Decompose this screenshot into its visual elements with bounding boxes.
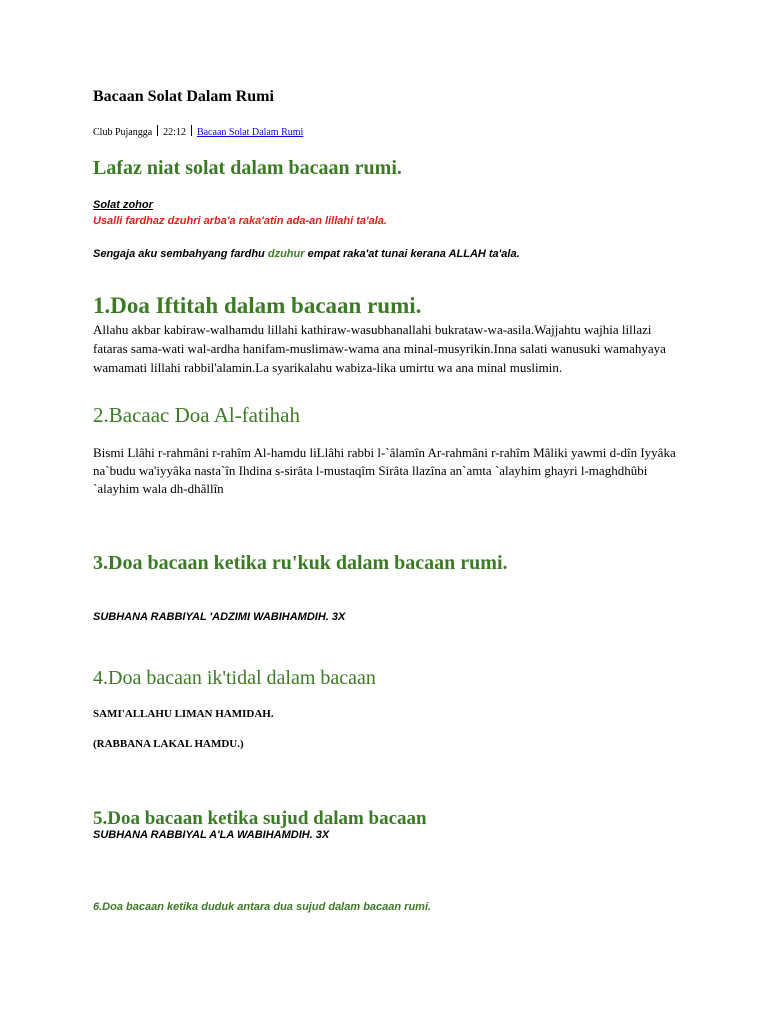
niat-meaning-start: Sengaja aku sembahyang fardhu <box>93 248 268 260</box>
niat-meaning-end: empat raka'at tunai kerana ALLAH ta'ala. <box>304 248 520 260</box>
rukuk-zikir: SUBHANA RABBIYAL 'ADZIMI WABIHAMDIH. 3X <box>93 611 346 623</box>
solat-zohor-label: Solat zohor <box>93 199 153 211</box>
iktidal-line-2: (RABBANA LAKAL HAMDU.) <box>93 738 244 750</box>
heading-iftitah: 1.Doa Iftitah dalam bacaan rumi. <box>93 293 422 318</box>
document-title: Bacaan Solat Dalam Rumi <box>93 88 274 105</box>
post-meta <box>93 125 303 138</box>
post-title-link[interactable]: Bacaan Solat Dalam Rumi <box>196 127 304 138</box>
sujud-zikir: SUBHANA RABBIYAL A'LA WABIHAMDIH. 3X <box>93 829 330 841</box>
heading-iktidal: 4.Doa bacaan ik'tidal dalam bacaan <box>93 667 376 689</box>
niat-meaning-text <box>93 248 520 260</box>
heading-rukuk: 3.Doa bacaan ketika ru'kuk dalam bacaan rumi. <box>93 552 508 574</box>
heading-niat: Lafaz niat solat dalam bacaan rumi. <box>93 157 402 179</box>
fatihah-body: Bismi Llâhi r-rahmâni r-rahîm Al-hamdu liLlâhi rabbi l-`âlamîn Ar-rahmâni r-rahîm Mâliki yawmi d-dîn Iyyâka na`budu wa'iyyâka nasta`în Ihdina s-sirâta l-mustaqîm Sirâta llazîna an`amta `alayhim ghayri l-maghdhûbi `alayhim wala dh-dhâllîn <box>93 445 676 496</box>
iktidal-line-1: SAMI'ALLAHU LIMAN HAMIDAH. <box>93 708 274 720</box>
heading-fatihah: 2.Bacaac Doa Al-fatihah <box>93 403 300 427</box>
heading-duduk: 6.Doa bacaan ketika duduk antara dua sujud dalam bacaan rumi. <box>93 901 432 913</box>
heading-sujud: 5.Doa bacaan ketika sujud dalam bacaan <box>93 808 427 829</box>
author-name: Club Pujangga <box>93 127 153 138</box>
iftitah-body: Allahu akbar kabiraw-walhamdu lillahi kathiraw-wasubhanallahi bukrataw-wa-asila.Wajjahtu wajhia lillazi fataras sama-wati wal-ardha hanifam-muslimaw-wama ana minal-musyrikin.Inna salati wanusuki wamahyaya wamamati lillahi rabbil'alamin.La syarikalahu wabiza-lika umirtu wa ana minal muslimin. <box>93 322 666 375</box>
meta-separator <box>157 125 158 136</box>
meta-separator <box>191 125 192 136</box>
post-time: 22:12 <box>163 127 186 138</box>
niat-meaning-highlight: dzuhur <box>267 248 305 260</box>
niat-rumi-text: Usalli fardhaz dzuhri arba'a raka'atin ada-an lillahi ta'ala. <box>93 215 387 227</box>
